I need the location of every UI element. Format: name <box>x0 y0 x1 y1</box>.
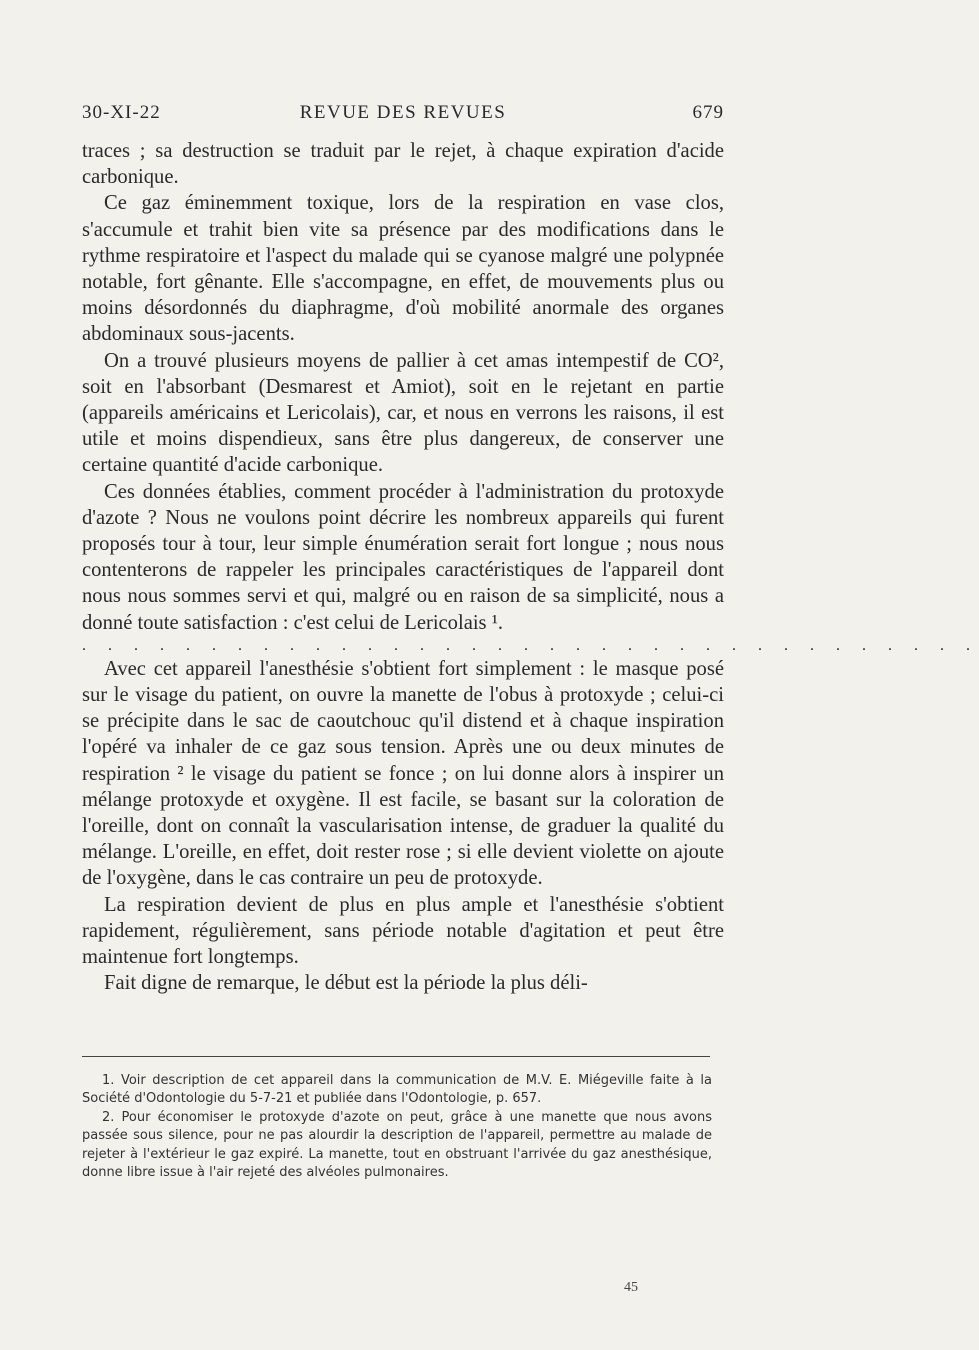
body-text <box>82 138 979 997</box>
paragraph-2: Ce gaz éminemment toxique, lors de la respiration en vase clos, s'accumule et trahit bien vite sa présence par des modifications dans le rythme respiratoire et l'aspect du malade qui se cyanose malgré une polypnée notable, fort gênante. Elle s'accompagne, en effet, de mouvements plus ou moins désordonnés du diaphragme, d'où mobilité anormale des organes abdominaux sous-jacents. <box>82 192 724 346</box>
header-date: 30-XI-22 <box>82 102 161 123</box>
ellipsis-separator: . . . . . . . . . . . . . . . . . . . . . . . . . . . . . . . . . . . <box>82 636 979 654</box>
footnote-rule <box>82 1056 710 1057</box>
paragraph-3: On a trouvé plusieurs moyens de pallier à cet amas intempestif de CO², soit en l'absorbant (Desmarest et Amiot), soit en le rejetant en partie (appareils américains et Lericolais), car, et nous en verrons les raisons, il est utile et moins dispendieux, sans être plus dangereux, de conserver une certaine quantité d'acide carbonique. <box>82 349 724 477</box>
paragraph-5: Avec cet appareil l'anesthésie s'obtient fort simplement : le masque posé sur le visage du patient, on ouvre la manette de l'obus à protoxyde ; celui-ci se précipite dans le sac de caoutchouc qu'il distend et à chaque inspiration l'opéré va inhaler de ce gaz sous tension. Après une ou deux minutes de respiration ² le visage du patient se fonce ; on lui donne alors à inspirer un mélange protoxyde et oxygène. Il est facile, se basant sur la coloration de l'oreille, dont on connaît la vascularisation intense, de graduer la qualité du mélange. L'oreille, en effet, doit rester rose ; si elle devient violette on ajoute de l'oxygène, dans le cas contraire un peu de protoxyde. <box>82 657 724 890</box>
header-page-number: 679 <box>692 102 724 123</box>
footnotes <box>82 1072 712 1182</box>
signature-folio: 45 <box>624 1280 638 1295</box>
paragraph-6: La respiration devient de plus en plus ample et l'anesthésie s'obtient rapidement, régulièrement, sans période notable d'agitation et peut être maintenue fort longtemps. <box>82 893 724 969</box>
header-title: REVUE DES REVUES <box>299 102 507 123</box>
paragraph-1: traces ; sa destruction se traduit par le rejet, à chaque expiration d'acide carbonique. <box>82 140 724 189</box>
paragraph-4: Ces données établies, comment procéder à l'administration du protoxyde d'azote ? Nous ne voulons point décrire les nombreux appareils qui furent proposés tour à tour, leur simple énumération serait fort longue ; nous nous contenterons de rappeler les principales caractéristiques de l'appareil dont nous nous sommes servi et qui, malgré ou en raison de sa simplicité, nous a donné toute satisfaction : c'est celui de Lericolais ¹. <box>82 480 724 634</box>
footnote-2: 2. Pour économiser le protoxyde d'azote on peut, grâce à une manette que nous avons passée sous silence, pour ne pas alourdir la description de l'appareil, permettre au malade de rejeter à l'extérieur le gaz expiré. La manette, tout en obstruant l'arrivée du gaz anesthésique, donne libre issue à l'air rejeté des alvéoles pulmonaires. <box>82 1109 712 1181</box>
paragraph-7: Fait digne de remarque, le début est la période la plus déli- <box>104 972 588 995</box>
footnote-1: 1. Voir description de cet appareil dans la communication de M.V. E. Miégeville faite à la Société d'Odontologie du 5-7-21 et publiée dans l'Odontologie, p. 657. <box>82 1073 712 1107</box>
